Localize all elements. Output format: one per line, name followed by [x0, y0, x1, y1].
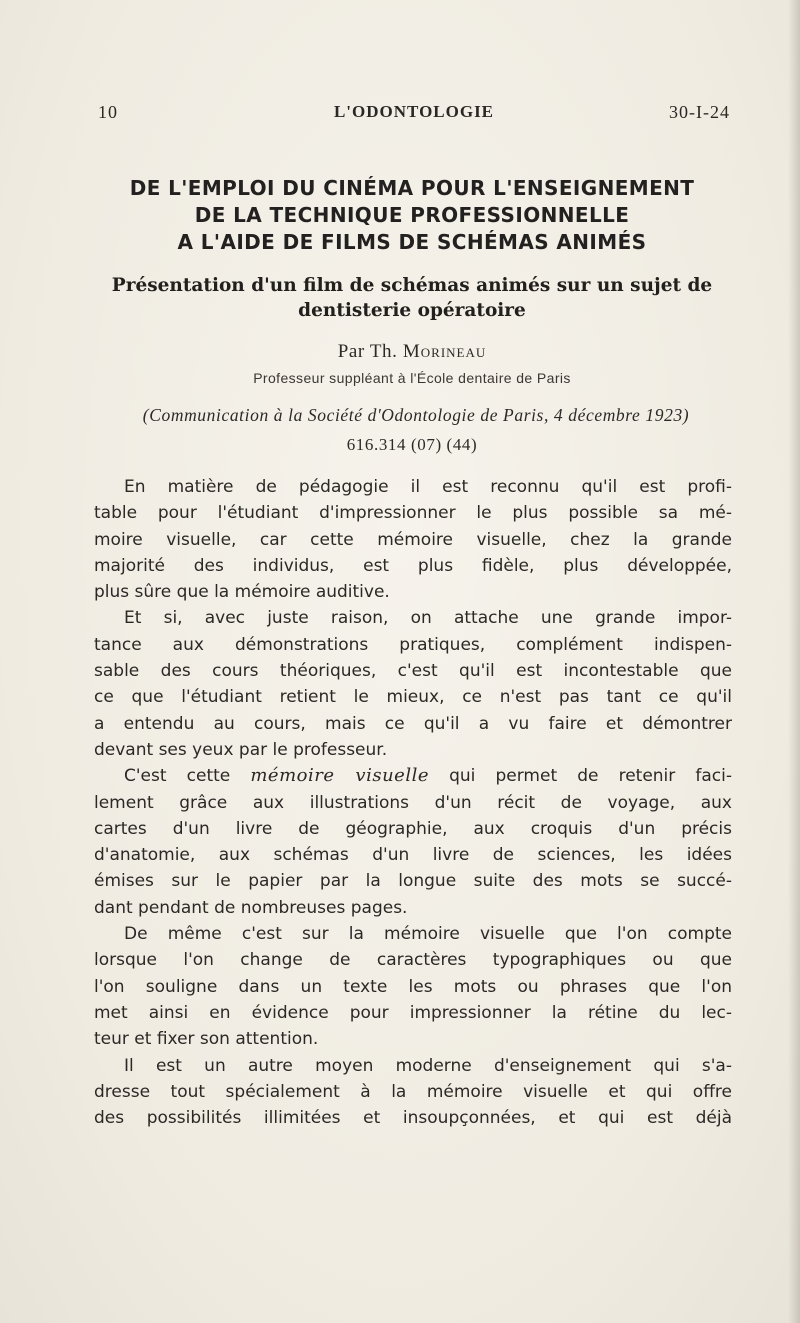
body-line: moire visuelle, car cette mémoire visuelle, chez la grande — [94, 529, 732, 550]
body-line: Et si, avec juste raison, on attache une grande impor- — [124, 608, 732, 629]
author-line — [92, 341, 732, 363]
body-line: l'on souligne dans un texte les mots ou phrases que l'on — [94, 976, 732, 997]
author-prefix: Par Th. — [337, 341, 398, 362]
body-line: dresse tout spécialement à la mémoire visuelle et qui offre — [94, 1081, 732, 1102]
body-line: plus sûre que la mémoire auditive. — [94, 582, 390, 603]
journal-name: L'ODONTOLOGIE — [333, 102, 495, 121]
body-line: table pour l'étudiant d'impressionner le plus possible sa mé- — [94, 503, 732, 524]
author-affiliation: Professeur suppléant à l'École dentaire de Paris — [253, 370, 571, 386]
running-header — [98, 102, 730, 126]
page-number: 10 — [98, 102, 118, 122]
page-edge-shadow — [788, 0, 800, 1323]
body-line: En matière de pédagogie il est reconnu qu'il est profi- — [124, 477, 732, 497]
body-line: teur et fixer son attention. — [94, 1029, 319, 1050]
body-line: dant pendant de nombreuses pages. — [94, 897, 408, 918]
body-line: lement grâce aux illustrations d'un récit de voyage, aux — [94, 792, 732, 813]
body-line: lorsque l'on change de caractères typographiques ou que — [94, 950, 732, 971]
classification-code: 616.314 (07) (44) — [346, 435, 478, 454]
body-line: a entendu au cours, mais ce qu'il a vu faire et démontrer — [94, 713, 732, 734]
body-line: devant ses yeux par le professeur. — [94, 739, 388, 760]
article-title — [92, 175, 732, 256]
body-line: tance aux démonstrations pratiques, complément indispen- — [94, 634, 732, 655]
body-line-with-emphasis — [94, 763, 732, 789]
article-body — [94, 474, 732, 1131]
body-text-segment: C'est cette — [124, 766, 231, 787]
title-line-2: DE LA TECHNIQUE PROFESSIONNELLE — [194, 203, 630, 227]
body-line: De même c'est sur la mémoire visuelle que l'on compte — [124, 924, 732, 945]
body-line: émises sur le papier par la longue suite des mots se succé- — [94, 871, 732, 892]
body-line: Il est un autre moyen moderne d'enseignement qui s'a- — [124, 1055, 732, 1076]
emphasized-phrase: mémoire visuelle — [250, 765, 429, 787]
body-line: ce que l'étudiant retient le mieux, ce n'est pas tant ce qu'il — [94, 687, 732, 708]
title-line-3: A L'AIDE DE FILMS DE SCHÉMAS ANIMÉS — [177, 230, 647, 254]
body-line: cartes d'un livre de géographie, aux croquis d'un précis — [94, 818, 732, 839]
body-line: met ainsi en évidence pour impressionner la rétine du lec- — [94, 1002, 732, 1023]
subtitle-line-2: dentisterie opératoire — [298, 300, 526, 321]
title-line-1: DE L'EMPLOI DU CINÉMA POUR L'ENSEIGNEMENT — [129, 176, 695, 200]
body-text-segment: qui permet de retenir faci- — [449, 766, 732, 787]
issue-date: 30-I-24 — [669, 102, 730, 122]
author-name: Morineau — [402, 341, 487, 362]
subtitle-line-1: Présentation d'un film de schémas animés sur un sujet de — [111, 275, 713, 296]
body-line: d'anatomie, aux schémas d'un livre de sciences, les idées — [94, 845, 732, 866]
body-line: sable des cours théoriques, c'est qu'il est incontestable que — [94, 661, 732, 682]
body-line: majorité des individus, est plus fidèle, plus développée, — [94, 555, 732, 576]
communication-note: (Communication à la Société d'Odontologie de Paris, 4 décembre 1923) — [142, 405, 690, 425]
body-line: des possibilités illimitées et insoupçonnées, et qui est déjà — [94, 1108, 732, 1129]
article-subtitle — [92, 273, 732, 323]
